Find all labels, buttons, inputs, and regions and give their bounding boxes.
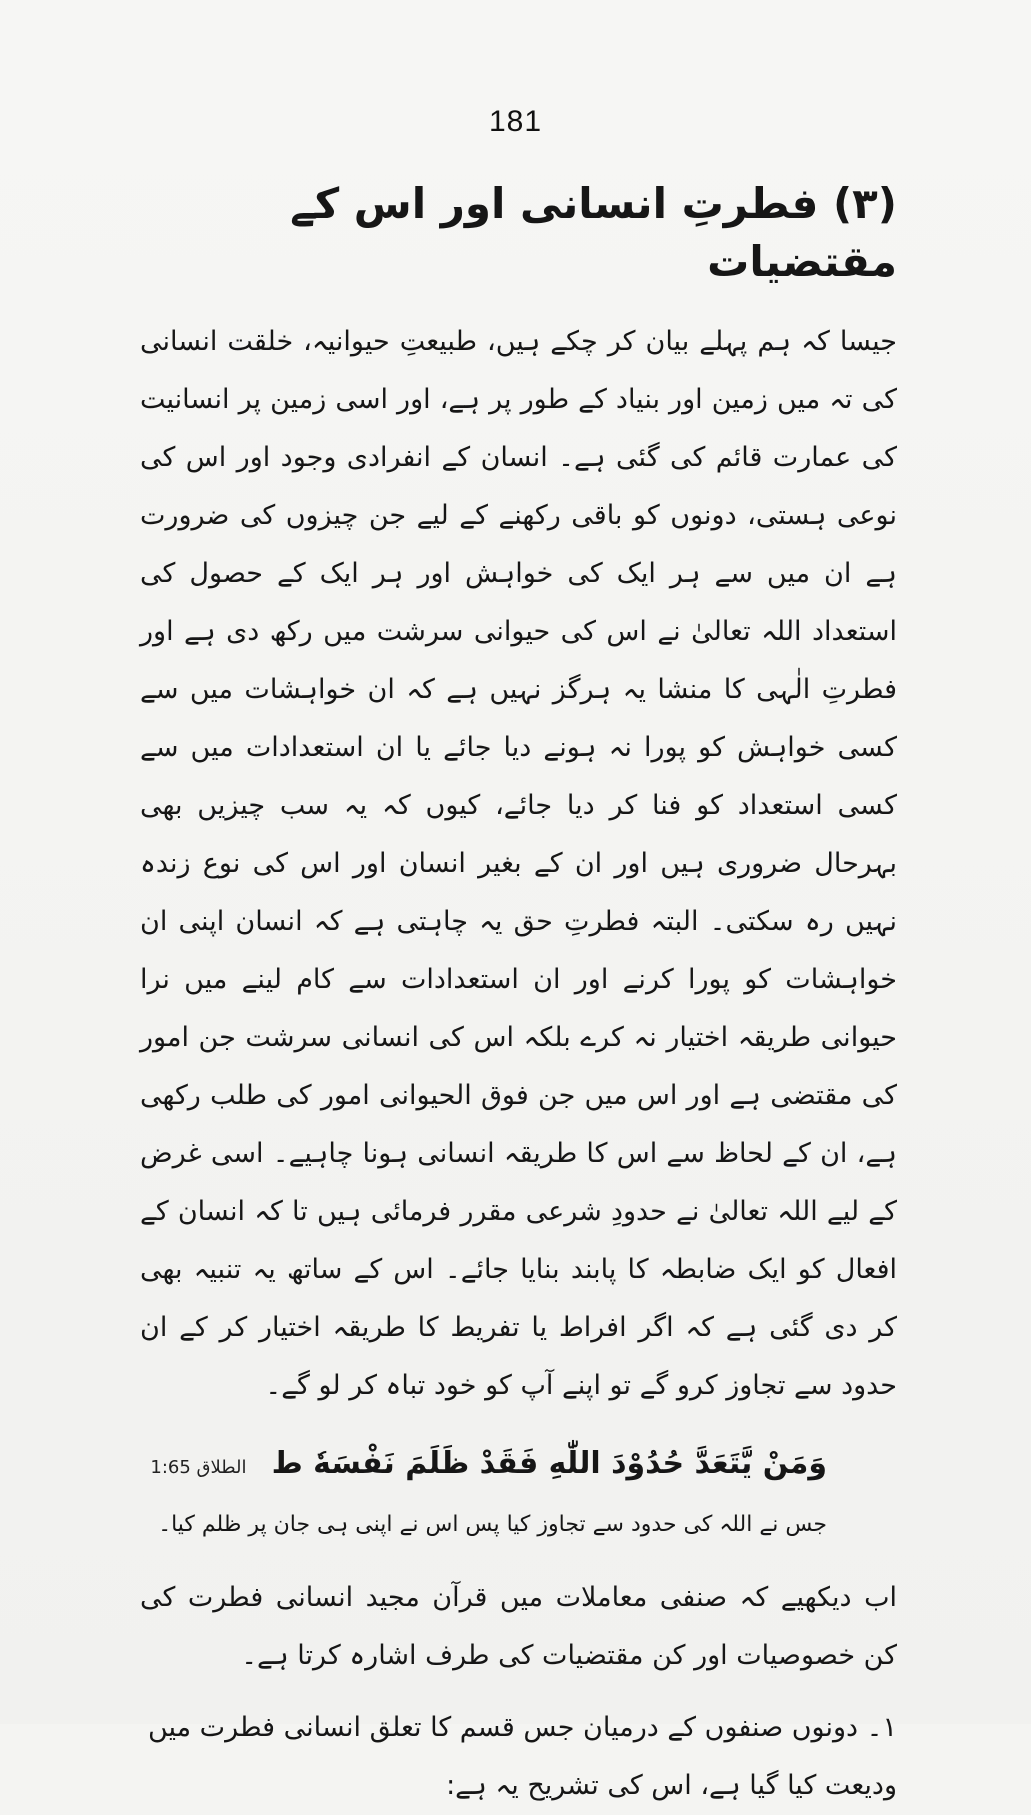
list-item xyxy=(140,1699,897,1815)
section-title: (۳) فطرتِ انسانی اور اس کے مقتضیات xyxy=(290,179,897,286)
list-item-number: ۱۔ xyxy=(866,1712,897,1743)
paragraph-main: جیسا کہ ہم پہلے بیان کر چکے ہیں، طبیعتِ حیوانیہ، خلقت انسانی کی تہ میں زمین اور بنیاد کے طور پر ہے، اور اسی زمین پر انسانیت کی عمارت قائم کی گئی ہے۔ انسان کے انفرادی وجود اور اس کی نوعی ہستی، دونوں کو باقی رکھنے کے لیے جن چیزوں کی ضرورت ہے ان میں سے ہر ایک کی خواہش اور ہر ایک کے حصول کی استعداد اللہ تعالیٰ نے اس کی حیوانی سرشت میں رکھ دی ہے اور فطرتِ الٰہی کا منشا یہ ہرگز نہیں ہے کہ ان خواہشات میں سے کسی خواہش کو پورا نہ ہونے دیا جائے یا ان استعدادات میں سے کسی استعداد کو فنا کر دیا جائے، کیوں کہ یہ سب چیزیں بھی بہرحال ضروری ہیں اور ان کے بغیر انسان اور اس کی نوع زندہ نہیں رہ سکتی۔ البتہ فطرتِ حق یہ چاہتی ہے کہ انسان اپنی ان خواہشات کو پورا کرنے اور ان استعدادات سے کام لینے میں نرا حیوانی طریقہ اختیار نہ کرے بلکہ اس کی انسانی سرشت جن امور کی مقتضی ہے اور اس میں جن فوق الحیوانی امور کی طلب رکھی ہے، ان کے لحاظ سے اس کا طریقہ انسانی ہونا چاہیے۔ اسی غرض کے لیے اللہ تعالیٰ نے حدودِ شرعی مقرر فرمائی ہیں تا کہ انسان کے افعال کو ایک ضابطہ کا پابند بنایا جائے۔ اس کے ساتھ یہ تنبیہ بھی کر دی گئی ہے کہ اگر افراط یا تفریط کا طریقہ اختیار کر کے ان حدود سے تجاوز کرو گے تو اپنے آپ کو خود تباہ کر لو گے۔ xyxy=(140,326,897,1401)
page-content xyxy=(140,175,897,1815)
quran-verse-block xyxy=(140,1441,897,1491)
list-item-text: دونوں صنفوں کے درمیان جس قسم کا تعلق انسانی فطرت میں ودیعت کیا گیا ہے، اس کی تشریح یہ ہے: xyxy=(147,1712,897,1801)
verse-translation: جس نے اللہ کی حدود سے تجاوز کیا پس اس نے اپنی ہی جان پر ظلم کیا۔ xyxy=(158,1512,827,1537)
quran-verse: وَمَنْ يَّتَعَدَّ حُدُوْدَ اللّٰهِ فَقَدْ ظَلَمَ نَفْسَهٗ ط xyxy=(271,1446,827,1481)
page-number: 181 xyxy=(488,105,543,138)
verse-reference: الطلاق 1:65 xyxy=(150,1457,247,1478)
paragraph-secondary: اب دیکھیے کہ صنفی معاملات میں قرآن مجید انسانی فطرت کی کن خصوصیات اور کن مقتضیات کی طرف اشارہ کرتا ہے۔ xyxy=(140,1582,897,1671)
